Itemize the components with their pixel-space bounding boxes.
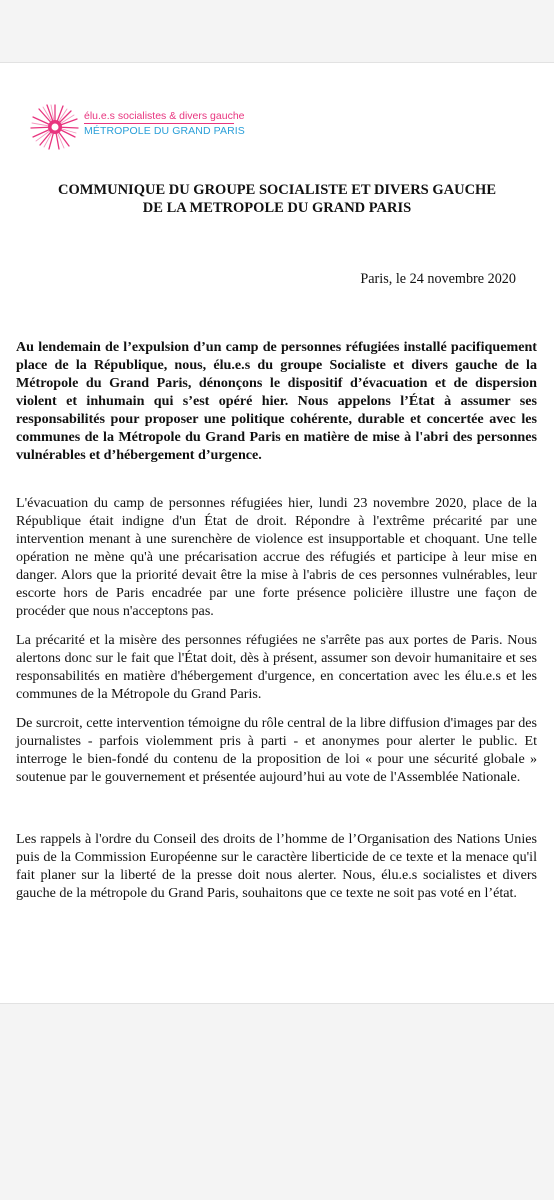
starburst-logo-icon [30, 103, 80, 151]
logo-group-name: élu.e.s socialistes & divers gauche [84, 110, 245, 122]
lead-paragraph: Au lendemain de l’expulsion d’un camp de personnes réfugiées installé pacifiquement place de la République, nous, élu.e.s du groupe Socialiste et divers gauche de la Métropole du Grand Paris, dénonçons le dispositif d’évacuation et de dispersion violent et inhumain qui s’est opéré hier. Nous appelons l’État à assumer ses responsabilités pour proposer une politique cohérente, durable et concertée avec les communes de la Métropole du Grand Paris en matière de mise à l'abri des personnes vulnérables et d’hébergement d’urgence. [16, 339, 537, 463]
document-date: Paris, le 24 novembre 2020 [360, 271, 516, 287]
title-line-2: DE LA METROPOLE DU GRAND PARIS [142, 200, 412, 216]
body-paragraph: De surcroit, cette intervention témoigne du rôle central de la libre diffusion d'images par des journalistes - parfois violemment pris à parti - et anonymes pour alerter le public. Et interroge le bien-fondé du contenu de la proposition de loi « pour une sécurité globale » soutenue par le gouvernement et présentée aujourd’hui au vote de l'Assemblée Nationale. [16, 715, 537, 785]
body-paragraph: L'évacuation du camp de personnes réfugiées hier, lundi 23 novembre 2020, place de la République était indigne d'un État de droit. Répondre à l'extrême précarité par une intervention menant à une surenchère de violence est insupportable et choquant. Une telle opération ne mène qu'à une précarisation accrue des réfugiés et participe à leur mise en danger. Alors que la priorité devait être la mise à l'abris de ces personnes vulnérables, leur escorte hors de Paris encadrée par une forte présence policière illustre une façon de procéder que nous n'acceptons pas. [16, 495, 537, 619]
title-line-1: COMMUNIQUE DU GROUPE SOCIALISTE ET DIVERS GAUCHE [57, 182, 497, 198]
logo-text [84, 110, 245, 138]
document-page [0, 62, 554, 1004]
group-logo [30, 107, 245, 153]
body-paragraph: Les rappels à l'ordre du Conseil des droits de l’homme de l’Organisation des Nations Unies puis de la Commission Européenne sur le caractère liberticide de ce texte et la menace qu'il fait planer sur la liberté de la presse doit nous alerter. Nous, élu.e.s socialistes et divers gauche de la métropole du Grand Paris, souhaitons que ce texte ne soit pas voté en l’état. [16, 831, 537, 901]
logo-metropole-name: MÉTROPOLE DU GRAND PARIS [84, 125, 245, 137]
body-paragraph: La précarité et la misère des personnes réfugiées ne s'arrête pas aux portes de Paris. Nous alertons donc sur le fait que l'État doit, dès à présent, assumer son devoir humanitaire et ses responsabilités en matière d'hébergement d'urgence, en concertation avec les élu.e.s et les communes de la Métropole du Grand Paris. [16, 632, 537, 702]
document-title [28, 181, 526, 217]
